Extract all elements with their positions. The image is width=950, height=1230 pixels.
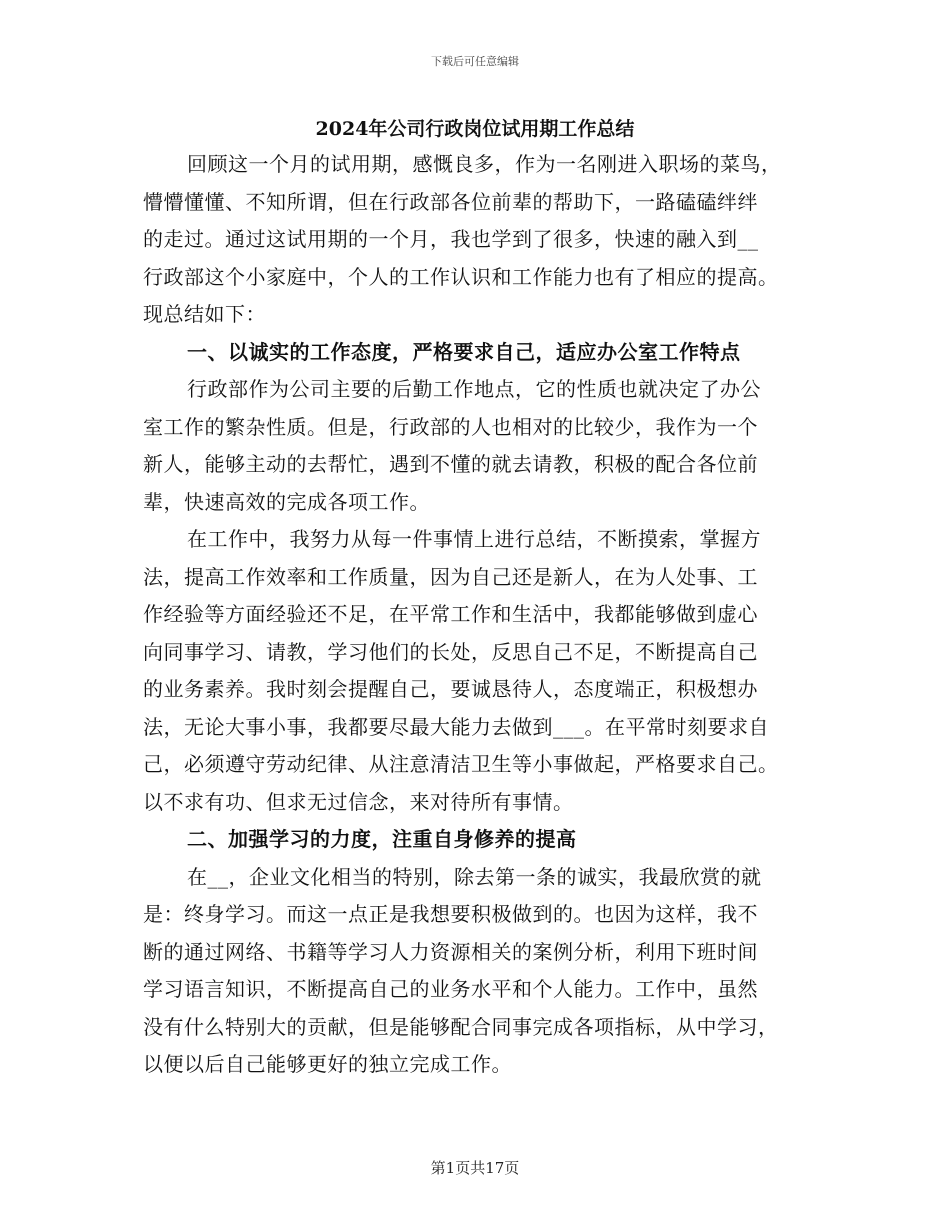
paragraph-line: 在工作中，我努力从每一件事情上进行总结，不断摸索，掌握方 bbox=[187, 527, 761, 551]
paragraph-line: 向同事学习、请教，学习他们的长处，反思自己不足，不断提高自己 bbox=[143, 639, 758, 664]
paragraph-line: 学习语言知识，不断提高自己的业务水平和个人能力。工作中，虽然 bbox=[143, 977, 758, 1001]
paragraph-line: 以便以后自己能够更好的独立完成工作。 bbox=[143, 1052, 512, 1076]
paragraph-line: 法，提高工作效率和工作质量，因为自己还是新人，在为人处事、工 bbox=[143, 564, 758, 589]
header-note: 下载后可任意编辑 bbox=[431, 55, 519, 68]
paragraph-line: 现总结如下： bbox=[143, 302, 266, 326]
paragraph-line: 的走过。通过这试用期的一个月，我也学到了很多，快速的融入到__ bbox=[143, 227, 759, 251]
page-footer: 第1页共17页 bbox=[430, 1159, 520, 1177]
section-heading-1: 一、以诚实的工作态度，严格要求自己，适应办公室工作特点 bbox=[187, 339, 741, 364]
paragraph-line: 新人，能够主动的去帮忙，遇到不懂的就去请教，积极的配合各位前 bbox=[143, 452, 758, 476]
document-title: 2024年公司行政岗位试用期工作总结 bbox=[315, 118, 635, 140]
paragraph-line: 室工作的繁杂性质。但是，行政部的人也相对的比较少，我作为一个 bbox=[143, 414, 758, 439]
paragraph-line: 断的通过网络、书籍等学习人力资源相关的案例分析，利用下班时间 bbox=[143, 939, 758, 964]
paragraph-line: 回顾这一个月的试用期，感慨良多，作为一名刚进入职场的菜鸟， bbox=[187, 152, 782, 176]
paragraph-line: 在__，企业文化相当的特别，除去第一条的诚实，我最欣赏的就 bbox=[187, 864, 762, 889]
paragraph-line: 法，无论大事小事，我都要尽最大能力去做到___。在平常时刻要求自 bbox=[143, 714, 769, 739]
section-heading-2: 二、加强学习的力度，注重自身修养的提高 bbox=[187, 827, 577, 851]
paragraph-line: 没有什么特别大的贡献，但是能够配合同事完成各项指标，从中学习， bbox=[143, 1014, 779, 1039]
paragraph-line: 是：终身学习。而这一点正是我想要积极做到的。也因为这样，我不 bbox=[143, 902, 758, 926]
paragraph-line: 懵懵懂懂、不知所谓，但在行政部各位前辈的帮助下，一路磕磕绊绊 bbox=[143, 189, 758, 214]
paragraph-line: 行政部作为公司主要的后勤工作地点，它的性质也就决定了办公 bbox=[187, 377, 761, 401]
paragraph-line: 以不求有功、但求无过信念，来对待所有事情。 bbox=[143, 789, 574, 814]
paragraph-line: 行政部这个小家庭中，个人的工作认识和工作能力也有了相应的提高。 bbox=[143, 264, 779, 289]
document-body bbox=[143, 146, 807, 1084]
paragraph-line: 辈，快速高效的完成各项工作。 bbox=[143, 489, 430, 514]
paragraph-line: 作经验等方面经验还不足，在平常工作和生活中，我都能够做到虚心 bbox=[143, 602, 758, 626]
paragraph-line: 的业务素养。我时刻会提醒自己，要诚恳待人，态度端正，积极想办 bbox=[143, 677, 758, 701]
paragraph-line: 己，必须遵守劳动纪律、从注意清洁卫生等小事做起，严格要求自己。 bbox=[143, 752, 779, 776]
